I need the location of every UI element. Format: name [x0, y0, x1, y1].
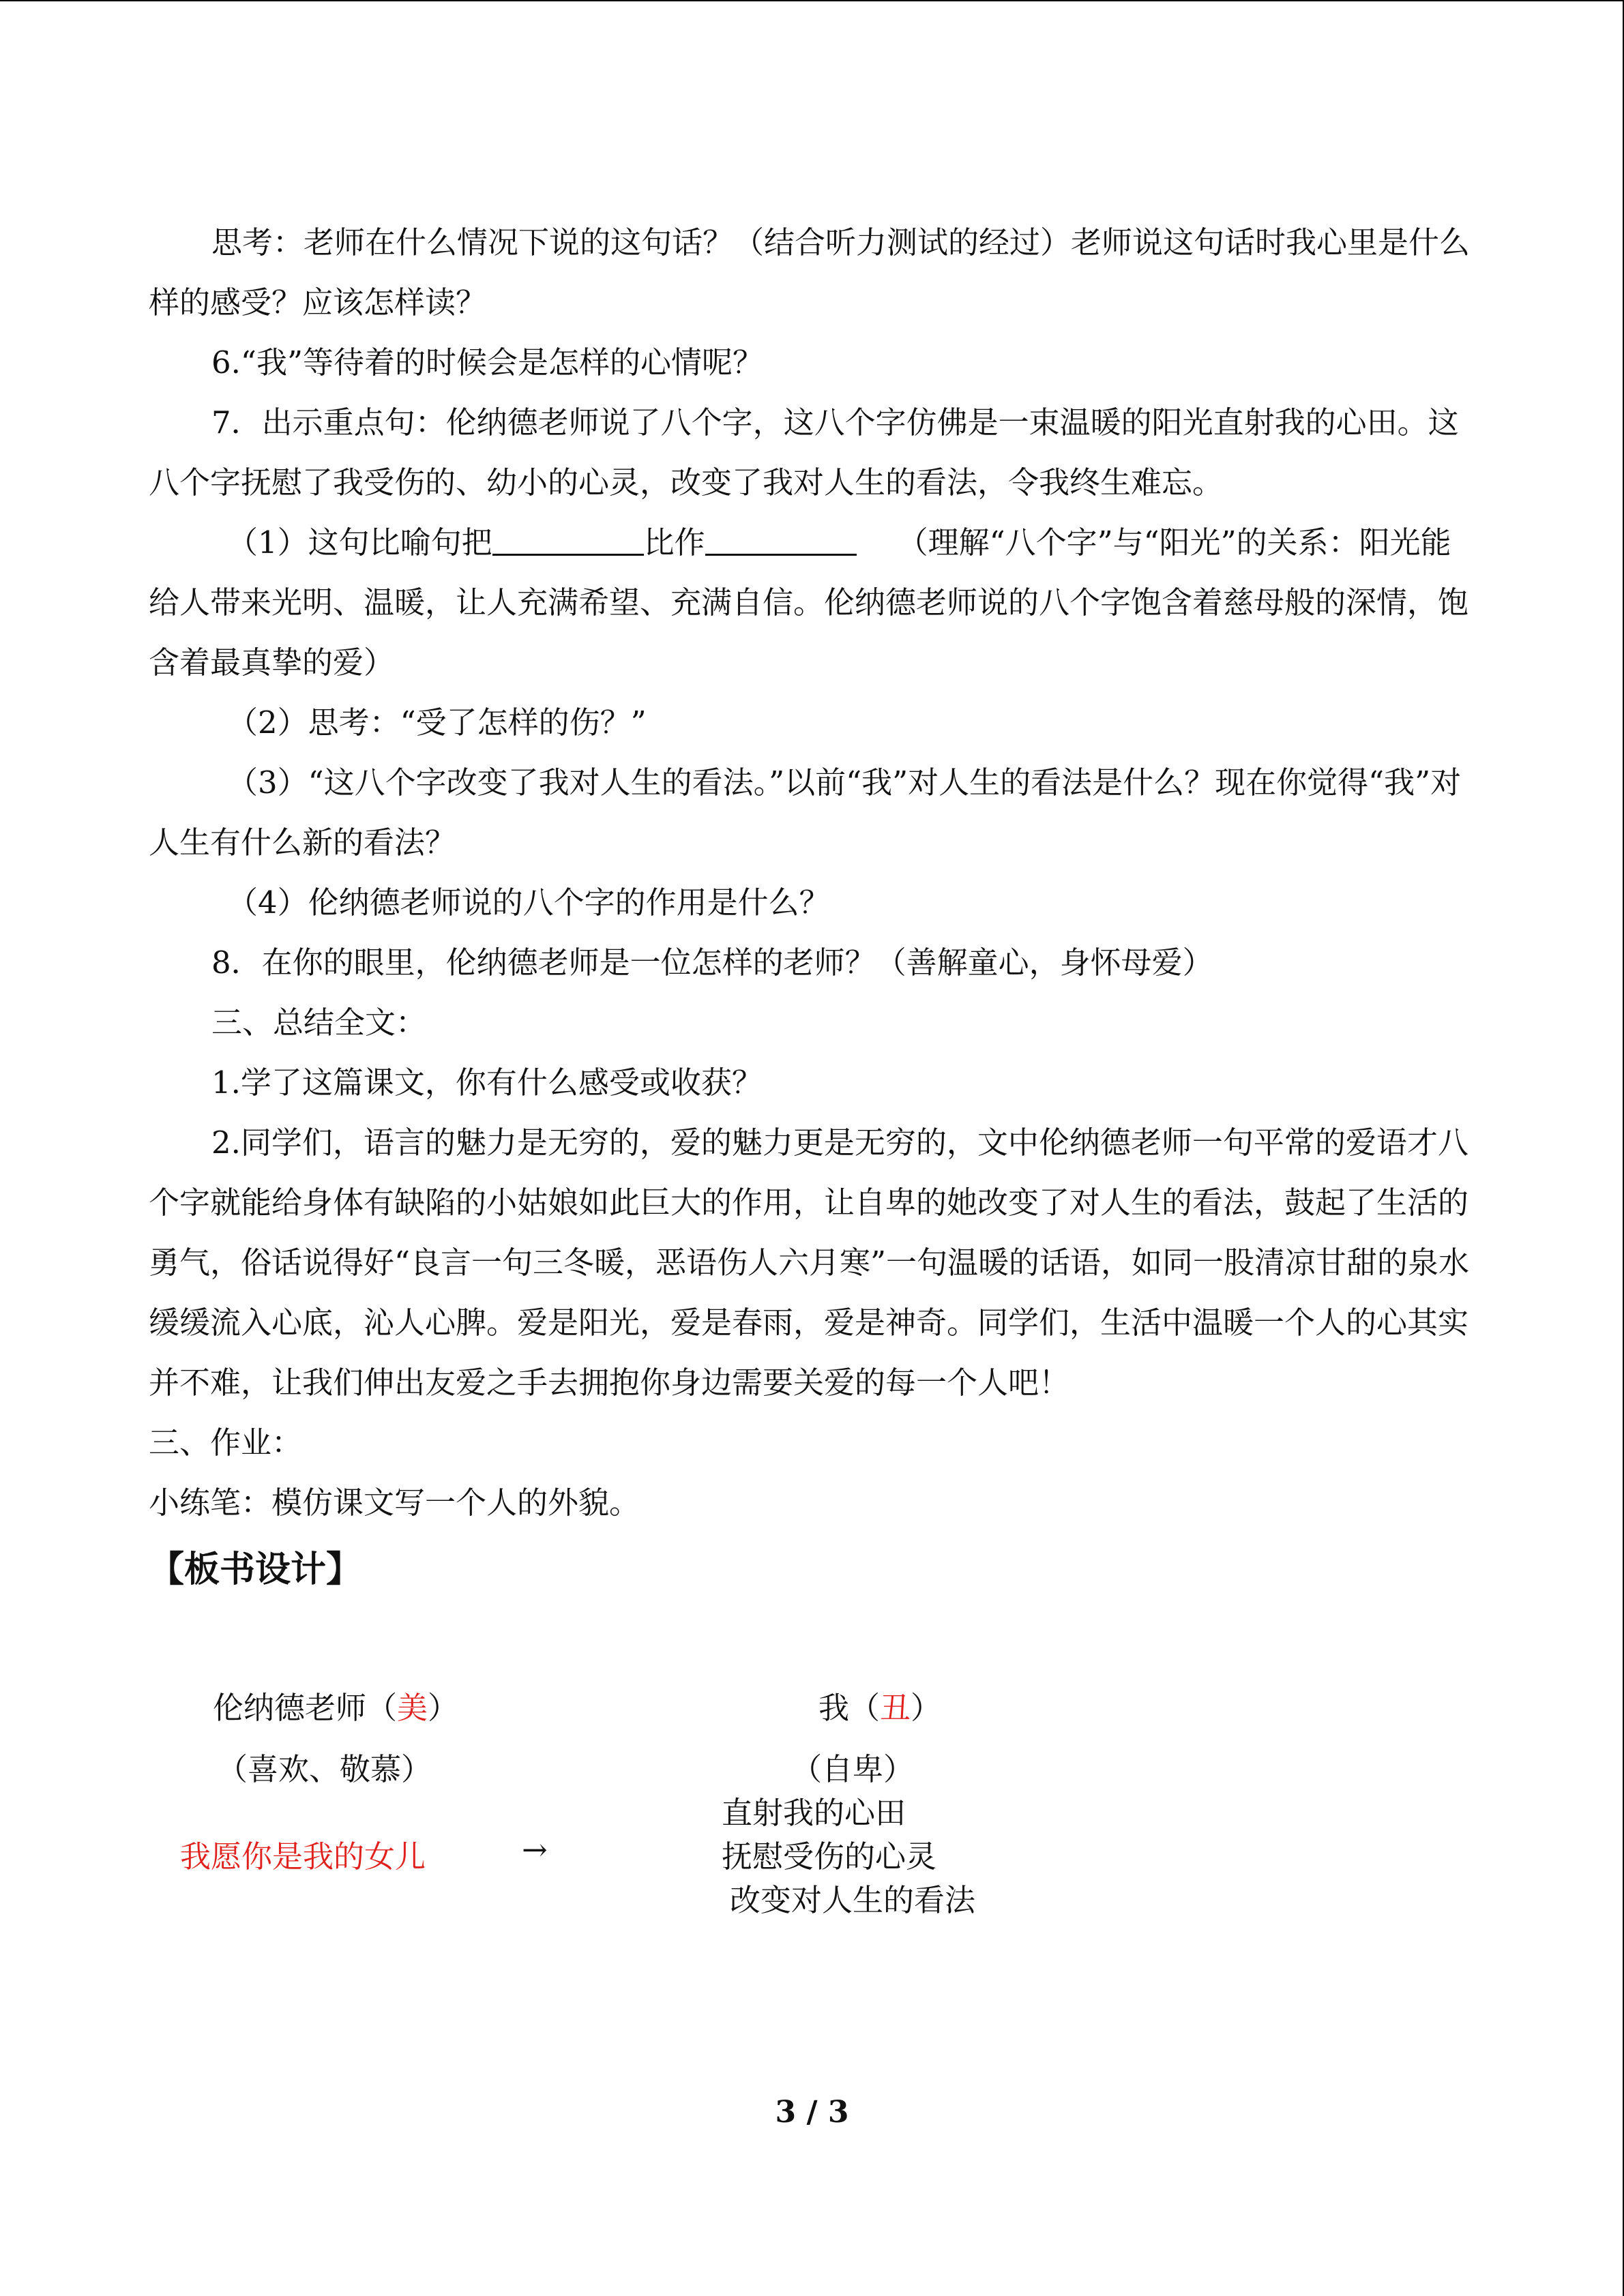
section-summary-title: 三、总结全文： [211, 1004, 427, 1041]
question-1-middle: 比作 [643, 524, 705, 561]
question-2: （2）思考：“受了怎样的伤？” [227, 704, 647, 741]
board-me-trait: 丑 [880, 1690, 911, 1726]
paragraph-6: 6.“我”等待着的时候会是怎样的心情呢？ [211, 344, 763, 381]
question-1 [149, 513, 1479, 693]
summary-item-1: 1.学了这篇课文，你有什么感受或收获？ [211, 1064, 763, 1101]
board-effect-3: 改变对人生的看法 [730, 1882, 976, 1918]
homework-item: 小练笔：模仿课文写一个人的外貌。 [149, 1485, 640, 1521]
board-teacher-trait: 美 [397, 1690, 428, 1726]
board-effect-2: 抚慰受伤的心灵 [722, 1838, 937, 1875]
board-key-sentence: 我愿你是我的女儿 [180, 1838, 426, 1875]
question-3: （3）“这八个字改变了我对人生的看法。”以前“我”对人生的看法是什么？现在你觉得“我”对人生有什么新的看法？ [149, 764, 1462, 861]
paragraph-8: 8．在你的眼里，伦纳德老师是一位怎样的老师？（善解童心，身怀母爱） [211, 944, 1213, 981]
board-teacher-feeling: （喜欢、敬慕） [217, 1751, 432, 1787]
board-me [818, 1683, 941, 1727]
question-4: （4）伦纳德老师说的八个字的作用是什么？ [227, 884, 830, 921]
board-effect-1: 直射我的心田 [722, 1795, 906, 1831]
page-number: 3 / 3 [775, 2095, 849, 2130]
board-me-close: ） [911, 1690, 942, 1726]
question-1-prefix: （1）这句比喻句把 [227, 524, 492, 561]
board-me-name: 我（ [818, 1690, 881, 1726]
question-1-suffix: （理解“八个字”与“阳光”的关系：阳光能给人带来光明、温暖，让人充满希望、充满自信。伦纳德老师说的八个字饱含着慈母般的深情，饱含着最真挚的爱） [149, 524, 1469, 681]
board-teacher-name: 伦纳德老师（ [213, 1690, 398, 1726]
document-body [149, 213, 1479, 1604]
section-homework-title: 三、作业： [149, 1425, 303, 1461]
paragraph-think: 思考：老师在什么情况下说的这句话？（结合听力测试的经过）老师说这句话时我心里是什么样的感受？应该怎样读？ [149, 224, 1471, 320]
board-design-heading: 【板书设计】 [149, 1549, 362, 1590]
board-me-feeling: （自卑） [791, 1751, 915, 1787]
board-arrow: → [522, 1832, 548, 1868]
fill-blank-1 [492, 524, 644, 556]
paragraph-7: 7．出示重点句：伦纳德老师说了八个字，这八个字仿佛是一束温暖的阳光直射我的心田。这八个字抚慰了我受伤的、幼小的心灵，改变了我对人生的看法，令我终生难忘。 [149, 404, 1459, 501]
board-teacher [213, 1683, 458, 1727]
board-teacher-close: ） [428, 1690, 459, 1726]
fill-blank-2 [705, 524, 857, 556]
summary-item-2: 2.同学们，语言的魅力是无穷的，爱的魅力更是无穷的，文中伦纳德老师一句平常的爱语才八个字就能给身体有缺陷的小姑娘如此巨大的作用，让自卑的她改变了对人生的看法，鼓起了生活的勇气，俗话说得好“良言一句三冬暖，恶语伤人六月寒”一句温暖的话语，如同一股清凉甘甜的泉水缓缓流入心底，沁人心脾。爱是阳光，爱是春雨，爱是神奇。同学们，生活中温暖一个人的心其实并不难，让我们伸出友爱之手去拥抱你身边需要关爱的每一个人吧！ [149, 1124, 1470, 1401]
